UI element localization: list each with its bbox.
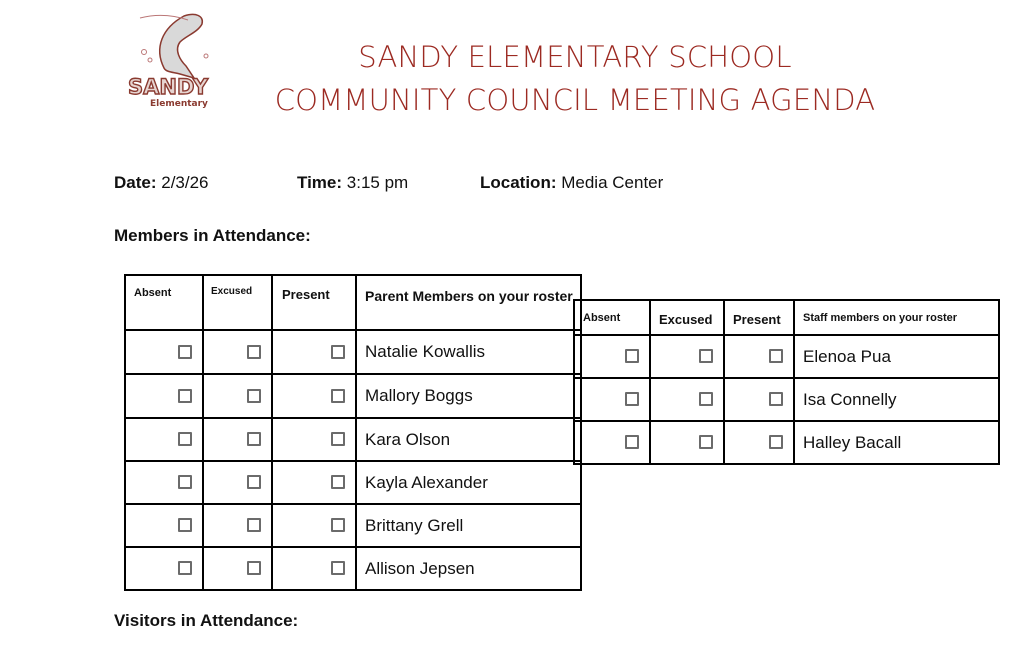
member-name: Brittany Grell [356,504,581,547]
excused-checkbox[interactable] [699,349,713,363]
excused-checkbox[interactable] [247,389,261,403]
present-checkbox[interactable] [331,345,345,359]
svg-text:SANDY: SANDY [128,75,209,99]
table-row [125,418,581,461]
member-name: Halley Bacall [794,421,999,464]
absent-checkbox[interactable] [178,389,192,403]
present-checkbox[interactable] [769,435,783,449]
member-name: Kara Olson [356,418,581,461]
meeting-time [297,173,408,193]
header-absent: Absent [574,300,650,335]
header-absent: Absent [125,275,203,330]
excused-cell [203,504,272,547]
table-row [574,378,999,421]
present-cell [724,378,794,421]
header-present: Present [724,300,794,335]
table-row [574,335,999,378]
excused-cell [203,461,272,504]
header-staff-members: Staff members on your roster [794,300,999,335]
absent-cell [125,504,203,547]
excused-checkbox[interactable] [247,345,261,359]
absent-checkbox[interactable] [178,561,192,575]
present-checkbox[interactable] [769,392,783,406]
member-name: Kayla Alexander [356,461,581,504]
visitors-heading: Visitors in Attendance: [114,611,299,630]
meeting-location [480,173,663,193]
member-name: Elenoa Pua [794,335,999,378]
excused-checkbox[interactable] [247,518,261,532]
present-checkbox[interactable] [331,518,345,532]
present-cell [724,335,794,378]
date-value: 2/3/26 [161,173,209,192]
time-value: 3:15 pm [346,173,409,192]
parent-members-table [124,274,582,591]
present-checkbox[interactable] [331,432,345,446]
location-value: Media Center [561,173,664,192]
excused-checkbox[interactable] [699,435,713,449]
excused-cell [650,335,724,378]
school-logo [124,8,228,108]
staff-members-table [573,299,1000,465]
excused-cell [650,421,724,464]
absent-cell [574,335,650,378]
table-row [125,461,581,504]
title-school-name: SANDY ELEMENTARY SCHOOL [358,40,792,74]
page-title [240,36,910,122]
table-row [125,374,581,418]
table-row [574,421,999,464]
excused-checkbox[interactable] [699,392,713,406]
absent-checkbox[interactable] [178,518,192,532]
header-excused: Excused [650,300,724,335]
absent-checkbox[interactable] [625,349,639,363]
member-name: Natalie Kowallis [356,330,581,374]
time-label: Time: [297,173,343,192]
date-label: Date: [114,173,157,192]
absent-cell [125,547,203,590]
absent-cell [125,461,203,504]
excused-cell [203,374,272,418]
excused-cell [203,330,272,374]
excused-cell [650,378,724,421]
present-cell [272,547,356,590]
present-checkbox[interactable] [331,475,345,489]
member-name: Isa Connelly [794,378,999,421]
header-present: Present [272,275,356,330]
absent-checkbox[interactable] [178,475,192,489]
table-row [125,547,581,590]
absent-cell [574,378,650,421]
member-name: Allison Jepsen [356,547,581,590]
absent-checkbox[interactable] [178,432,192,446]
present-cell [272,461,356,504]
table-header-row [125,275,581,330]
title-agenda: COMMUNITY COUNCIL MEETING AGENDA [274,83,876,117]
excused-cell [203,547,272,590]
table-row [125,330,581,374]
meeting-date [114,173,209,193]
member-name: Mallory Boggs [356,374,581,418]
absent-cell [574,421,650,464]
excused-checkbox[interactable] [247,475,261,489]
table-row [125,504,581,547]
absent-cell [125,374,203,418]
location-label: Location: [480,173,557,192]
present-cell [272,330,356,374]
excused-cell [203,418,272,461]
excused-checkbox[interactable] [247,432,261,446]
table-header-row [574,300,999,335]
present-checkbox[interactable] [331,389,345,403]
present-cell [272,374,356,418]
header-excused: Excused [203,275,272,330]
members-heading: Members in Attendance: [114,226,311,245]
absent-checkbox[interactable] [178,345,192,359]
present-cell [272,504,356,547]
absent-cell [125,418,203,461]
absent-checkbox[interactable] [625,435,639,449]
present-cell [272,418,356,461]
present-cell [724,421,794,464]
excused-checkbox[interactable] [247,561,261,575]
shark-mascot-icon [124,8,228,108]
svg-text:Elementary: Elementary [150,99,208,108]
absent-checkbox[interactable] [625,392,639,406]
header-parent-members: Parent Members on your roster [356,275,581,330]
present-checkbox[interactable] [769,349,783,363]
absent-cell [125,330,203,374]
present-checkbox[interactable] [331,561,345,575]
